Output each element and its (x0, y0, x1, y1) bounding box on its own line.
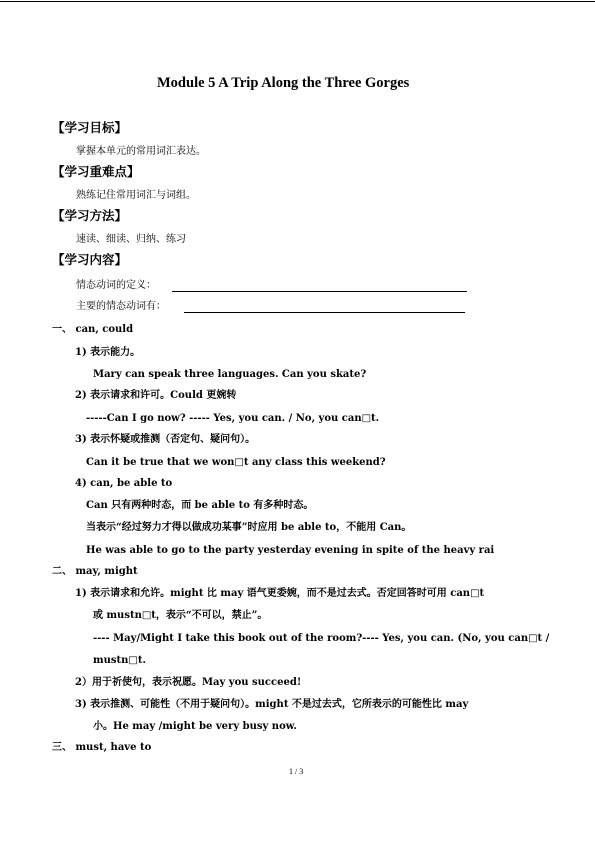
content-heading: 【学习内容】 (52, 252, 128, 267)
document-title: Module 5 A Trip Along the Three Gorges (157, 75, 410, 91)
part2-item1: 1) 表示请求和允许。might 比 may 语气更委婉，而不是过去式。否定回答时可用 can□t (75, 588, 485, 599)
part1-item4-example: He was able to go to the party yesterday evening in spite of the heavy rai (86, 545, 495, 556)
goal-text: 掌握本单元的常用词汇表达。 (76, 146, 206, 157)
part2-item1-example-cont: mustn□t. (93, 655, 146, 666)
part1-item1-example: Mary can speak three languages. Can you skate? (93, 369, 367, 380)
part3-heading: 三、 must, have to (52, 742, 152, 753)
goal-heading: 【学习目标】 (52, 120, 128, 135)
part2-item1-cont: 或 mustn□t，表示“不可以，禁止”。 (93, 610, 268, 621)
part1-item3-example: Can it be true that we won□t any class this weekend? (86, 457, 386, 468)
main-modals-label: 主要的情态动词有： (76, 301, 166, 312)
part1-item3: 3) 表示怀疑或推测（否定句、疑问句）。 (75, 434, 256, 445)
part2-item2: 2）用于祈使句，表示祝愿。May you succeed! (75, 677, 302, 688)
part1-item4: 4) can, be able to (75, 478, 173, 489)
part1-item4-note-b: 当表示“经过努力才得以做成功某事”时应用 be able to，不能用 Can。 (86, 522, 412, 533)
part1-item1: 1) 表示能力。 (75, 347, 141, 358)
main-modals-blank-line (184, 312, 465, 313)
part2-item3-cont: 小。He may /might be very busy now. (93, 721, 297, 732)
part1-item2-example: -----Can I go now? ----- Yes, you can. / No, you can□t. (86, 413, 380, 424)
part2-item1-example: ---- May/Might I take this book out of the room?---- Yes, you can. (No, you can□t / (93, 633, 550, 644)
part2-heading: 二、 may, might (52, 566, 138, 577)
page-top-border (0, 1, 595, 2)
definition-blank-line (172, 291, 467, 292)
page-number: 1 / 3 (289, 767, 304, 776)
part1-item2: 2) 表示请求和许可。Could 更婉转 (75, 390, 237, 401)
modal-definition-label: 情态动词的定义： (76, 280, 156, 291)
difficulty-heading: 【学习重难点】 (52, 164, 140, 179)
difficulty-text: 熟练记住常用词汇与词组。 (76, 190, 196, 201)
method-text: 速读、细读、归纳、练习 (76, 234, 186, 245)
part2-item3: 3) 表示推测、可能性（不用于疑问句）。might 不是过去式，它所表示的可能性比 may (75, 699, 469, 710)
part1-heading: 一、 can, could (52, 324, 134, 335)
method-heading: 【学习方法】 (52, 208, 128, 223)
part1-item4-note-a: Can 只有两种时态，而 be able to 有多种时态。 (86, 500, 314, 511)
